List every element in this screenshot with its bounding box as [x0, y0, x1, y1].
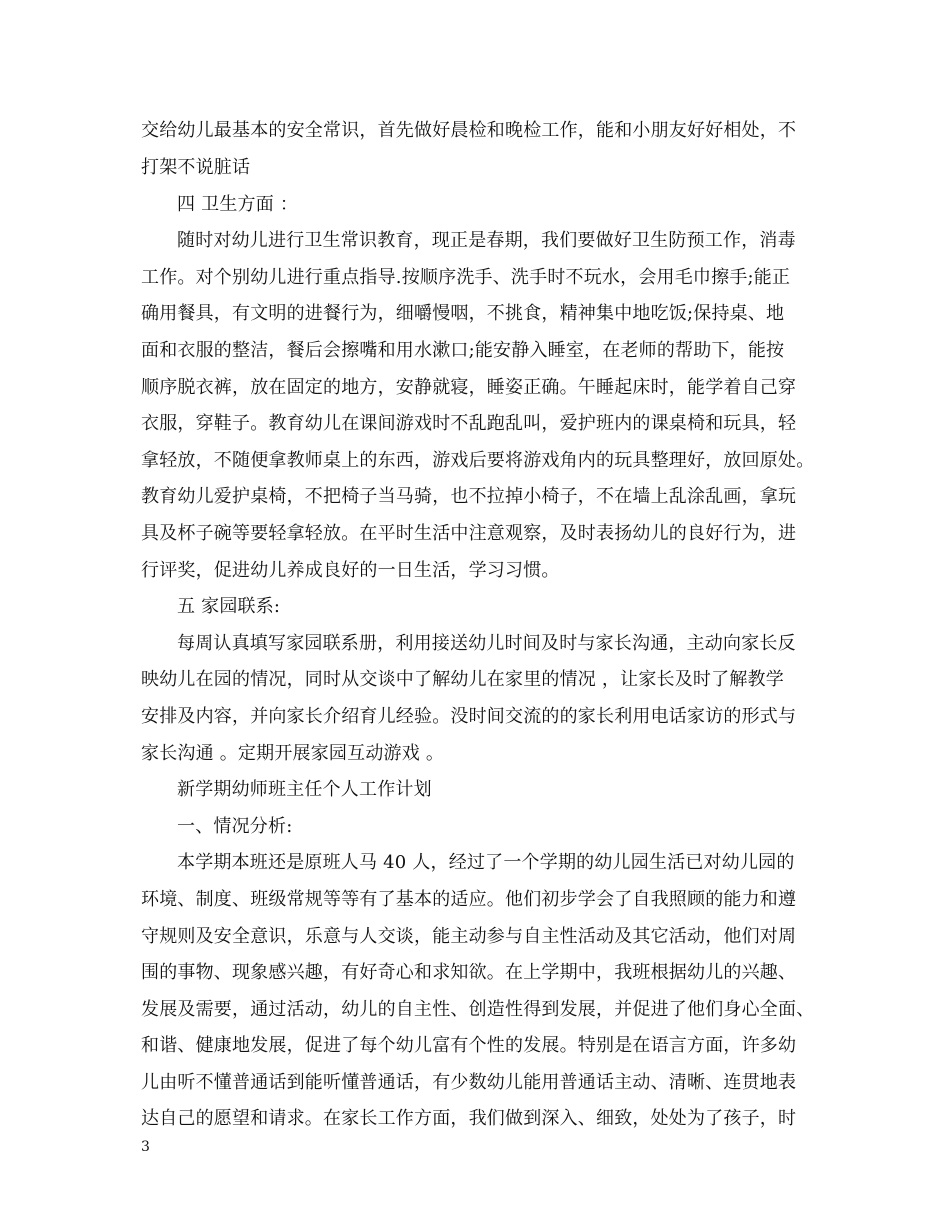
text-line: 儿由听不懂普通话到能听懂普通话，有少数幼儿能用普通话主动、清晰、连贯地表 [141, 1072, 797, 1093]
text-line: 安排及内容，并向家长介绍育儿经验。没时间交流的的家长利用电话家访的形式与 [141, 706, 797, 727]
text-line: 守规则及安全意识，乐意与人交谈，能主动参与自主性活动及其它活动，他们对周 [141, 926, 797, 947]
text-line: 每周认真填写家园联系册，利用接送幼儿时间及时与家长沟通，主动向家长反 [177, 633, 796, 654]
text-line: 拿轻放，不随便拿教师桌上的东西，游戏后要将游戏角内的玩具整理好，放回原处。 [141, 450, 815, 471]
text-line: 行评奖，促进幼儿养成良好的一日生活，学习习惯。 [141, 560, 560, 581]
text-line: 衣服，穿鞋子。教育幼儿在课间游戏时不乱跑乱叫，爱护班内的课桌椅和玩具，轻 [141, 413, 797, 434]
text-line: 工作。对个别幼儿进行重点指导.按顺序洗手、洗手时不玩水，会用毛巾擦手;能正 [141, 267, 791, 288]
document-title: 新学期幼师班主任个人工作计划 [177, 779, 432, 800]
section-heading: 一、情况分析: [177, 816, 293, 837]
text-line: 顺序脱衣裤，放在固定的地方，安静就寝，睡姿正确。午睡起床时，能学着自己穿 [141, 377, 797, 398]
text-line: 交给幼儿最基本的安全常识，首先做好晨检和晚检工作，能和小朋友好好相处，不 [141, 120, 797, 141]
text-line: 确用餐具，有文明的进餐行为，细嚼慢咽，不挑食，精神集中地吃饭;保持桌、地 [141, 303, 785, 324]
text-line: 教育幼儿爱护桌椅，不把椅子当马骑，也不拉掉小椅子，不在墙上乱涂乱画，拿玩 [141, 486, 797, 507]
text-line: 环境、制度、班级常规等等有了基本的适应。他们初步学会了自我照顾的能力和遵 [141, 889, 797, 910]
text-line: 具及杯子碗等要轻拿轻放。在平时生活中注意观察，及时表扬幼儿的良好行为，进 [141, 523, 797, 544]
text-line: 面和衣服的整洁，餐后会擦嘴和用水漱口;能安静入睡室，在老师的帮助下，能按 [141, 340, 785, 361]
text-line: 发展及需要，通过活动，幼儿的自主性、创造性得到发展，并促进了他们身心全面、 [141, 999, 815, 1020]
text-line: 本学期本班还是原班人马 40 人，经过了一个学期的幼儿园生活已对幼儿园的 [177, 852, 795, 873]
text-line: 随时对幼儿进行卫生常识教育，现正是春期，我们要做好卫生防预工作，消毒 [177, 230, 796, 251]
text-line: 围的事物、现象感兴趣，有好奇心和求知欲。在上学期中，我班根据幼儿的兴趣、 [141, 962, 797, 983]
text-line: 和谐、健康地发展，促进了每个幼儿富有个性的发展。特别是在语言方面，许多幼 [141, 1035, 797, 1056]
page-number: 3 [141, 1139, 150, 1155]
text-line: 达自己的愿望和请求。在家长工作方面，我们做到深入、细致，处处为了孩子，时 [141, 1108, 797, 1129]
text-line: 打架不说脏话 [141, 157, 251, 178]
text-line: 映幼儿在园的情况，同时从交谈中了解幼儿在家里的情况 ，让家长及时了解教学 [141, 669, 784, 690]
section-heading: 五 家园联系: [177, 596, 281, 617]
text-line: 家长沟通 。定期开展家园互动游戏 。 [141, 743, 445, 764]
section-heading: 四 卫生方面 ： [177, 194, 299, 215]
